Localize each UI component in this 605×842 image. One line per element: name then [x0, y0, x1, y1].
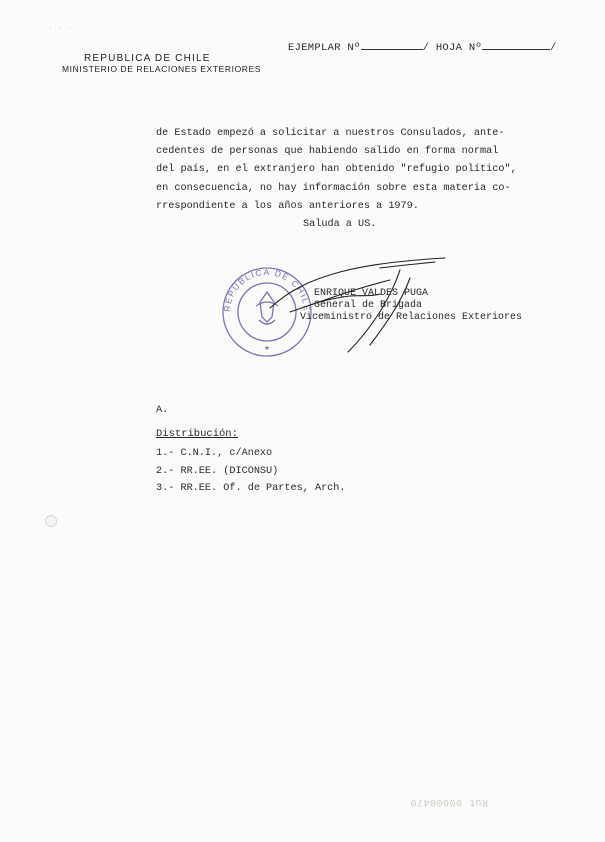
distribution-item: 1.- C.N.I., c/Anexo [156, 448, 273, 459]
hoja-blank [482, 39, 550, 50]
archive-reference: Rut 00000470 [410, 796, 489, 807]
addressee: A. [156, 405, 169, 416]
distribution-list [156, 445, 346, 498]
header-end-slash: / [550, 42, 557, 54]
letterhead-ministry: MINISTERIO DE RELACIONES EXTERIORES [62, 64, 262, 74]
stamp-outer-text: REPUBLICA DE CHILE [221, 266, 313, 313]
corner-mark: · · · [48, 24, 73, 33]
ejemplar-blank [361, 39, 423, 50]
copy-sheet-header [288, 39, 557, 54]
ejemplar-label: EJEMPLAR Nº [288, 42, 361, 54]
signatory-title: Viceministro de Relaciones Exteriores [300, 312, 523, 323]
body-paragraph [156, 125, 517, 216]
letterhead-country: REPUBLICA DE CHILE [84, 53, 211, 64]
distribution-item: 2.- RR.EE. (DICONSU) [156, 465, 279, 477]
svg-text:★: ★ [264, 343, 270, 353]
closing-salutation: Saluda a US. [303, 219, 377, 230]
body-line: rrespondiente a los años anteriores a 1979. [156, 200, 419, 212]
body-line: en consecuencia, no hay información sobre esta materia co- [156, 182, 511, 194]
body-line: de Estado empezó a solicitar a nuestros Consulados, ante- [156, 128, 505, 139]
distribution-heading: Distribución: [156, 428, 238, 440]
hoja-label: / HOJA Nº [422, 42, 483, 54]
body-line: del país, en el extranjero han obtenido "refugio político", [156, 164, 517, 176]
distribution-item: 3.- RR.EE. Of. de Partes, Arch. [156, 483, 346, 494]
signatory-rank: General de Brigada [314, 300, 423, 311]
signatory-name: ENRIQUE VALDES PUGA [314, 288, 429, 299]
punch-hole [45, 515, 57, 527]
body-line: cedentes de personas que habiendo salido en forma normal [156, 146, 499, 158]
